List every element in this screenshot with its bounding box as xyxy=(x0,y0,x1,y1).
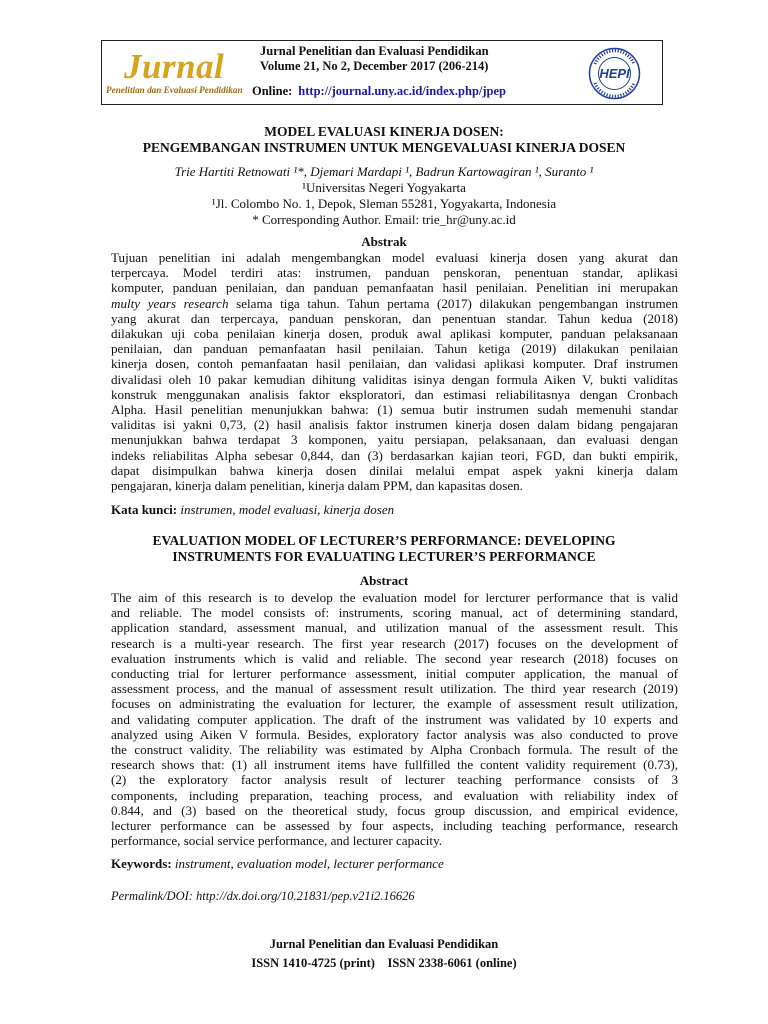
english-title-line2: INSTRUMENTS FOR EVALUATING LECTURER’S PERFORMANCE xyxy=(172,549,596,564)
authors: Trie Hartiti Retnowati ¹*, Djemari Mardapi ¹, Badrun Kartowagiran ¹, Suranto ¹ xyxy=(174,164,594,179)
abstrak-line: Tujuan penelitian ini adalah mengembangkan model evaluasi kinerja dosen yang akurat dan xyxy=(111,250,678,265)
abstract-line: analyzed using Aiken V formula. Besides, exploratory factor analysis was also conducted to prove xyxy=(111,726,678,742)
abstrak-line: Alpha. Hasil penelitian menunjukkan bahwa: (1) semua butir instrumen sudah memenuhi standar xyxy=(111,402,678,418)
affiliation: ¹Universitas Negeri Yogyakarta xyxy=(302,180,466,195)
permalink-doi[interactable]: Permalink/DOI: http://dx.doi.org/10.21831/pep.v21i2.16626 xyxy=(111,889,415,903)
keywords xyxy=(111,856,444,872)
article-title-line1: MODEL EVALUASI KINERJA DOSEN: xyxy=(264,124,504,139)
abstrak-heading: Abstrak xyxy=(361,234,407,249)
logo-wordmark: Jurnal xyxy=(124,47,225,86)
abstract-line: lecturer performance can be assessed by four aspects, including teaching performance, research xyxy=(111,818,678,834)
logo-subtitle: Penelitian dan Evaluasi Pendidikan xyxy=(106,85,243,95)
abstrak-line: dapat disimpulkan bahwa kinerja dosen dinilai melalui empat aspek yakni kinerja dalam xyxy=(111,462,678,478)
abstrak-line: penilaian, dan panduan pemanfaatan hasil penilaian. Tahun ketiga (2019) dilakukan penilaian xyxy=(111,341,678,357)
abstrak-line: divalidasi oleh 10 pakar kemudian dihitung validitas isinya dengan formula Aiken V, bukti validitas xyxy=(111,371,678,387)
journal-info xyxy=(260,44,590,74)
abstract-line: research shows that: (1) all instrument items have fullfilled the content validity requirement (0.73), xyxy=(111,757,678,773)
abstract-line: and reliable. The model consists of: instruments, scoring manual, act of determining standard, xyxy=(111,605,678,621)
article-title-line2: PENGEMBANGAN INSTRUMEN UNTUK MENGEVALUASI KINERJA DOSEN xyxy=(142,140,626,155)
abstrak-body xyxy=(111,250,678,493)
keywords-values: instrument, evaluation model, lecturer performance xyxy=(174,856,444,871)
journal-name: Jurnal Penelitian dan Evaluasi Pendidikan xyxy=(260,44,489,58)
abstrak-line: kinerja dosen, contoh pemanfaatan hasil penilaian, dan validasi aplikasi komputer. Draf instrumen xyxy=(111,356,678,372)
abstract-line: the construct validity. The reliability was estimated by Alpha Cronbach formula. The result of the xyxy=(111,742,678,758)
footer-issn: ISSN 1410-4725 (print) ISSN 2338-6061 (online) xyxy=(251,956,517,970)
abstrak-line: indeks reliabilitas Alpha sebesar 0,844, dan (3) berdasarkan kajian teori, FGD, dan bukti empirik, xyxy=(111,447,678,463)
abstract-line: performance, social service performance, and lecturer capacity. xyxy=(111,833,443,849)
abstrak-line: validitas isi yakni 0,73, (2) hasil analisis faktor instrumen kinerja dosen dalam bidang pengajaran xyxy=(111,417,678,433)
journal-header xyxy=(101,40,663,105)
abstract-line: application standard, assessment manual, and utilization manual of the assessment result. This xyxy=(111,620,678,636)
abstract-line: assessment process, and the manual of assessment result utilization. The third year research (2019) xyxy=(111,681,678,697)
abstrak-line: yang akurat dan terpercaya, panduan penskoran, dan penentuan standar. Tahun kedua (2018) xyxy=(111,310,678,326)
abstract-heading: Abstract xyxy=(359,573,409,588)
abstract-line: conducting trial for lerturer performance assessment, initial computer application, the manual of xyxy=(111,666,678,682)
address: ¹Jl. Colombo No. 1, Depok, Sleman 55281, Yogyakarta, Indonesia xyxy=(211,196,557,211)
abstract-line: components, including preparation, teaching process, and evaluation with reliability index of xyxy=(111,787,678,803)
corresponding-author: * Corresponding Author. Email: trie_hr@uny.ac.id xyxy=(252,212,516,227)
abstract-line: 0.844, and (3) based on the theoretical study, focus group discussion, and empirical evidence, xyxy=(111,802,678,818)
abstrak-line: komputer, panduan penilaian, dan panduan pemanfaatan hasil penilaian. Penelitian ini merupakan xyxy=(111,280,678,296)
abstrak-line: multy years research selama tiga tahun. Tahun pertama (2017) dilakukan pengembangan instrumen xyxy=(111,295,678,311)
online-label: Online: xyxy=(252,84,293,98)
italic-phrase: multy years research xyxy=(111,295,229,311)
abstract-line: focuses on administrating the evaluation for lecturer, the example of assessment result utilization, xyxy=(111,696,678,712)
kata-kunci xyxy=(111,502,394,518)
abstrak-line: terpercaya. Model terdiri atas: instrumen, panduan penskoran, penentuan standar, aplikasi xyxy=(111,265,678,281)
abstract-line: research is a multi-year research. The first year research (2017) focuses on the development of xyxy=(111,635,678,651)
abstrak-line: menunjukkan bahwa terdapat 3 komponen, yaitu persiapan, pelaksanaan, dan evaluasi dengan xyxy=(111,432,678,448)
abstract-line: and validating computer application. The draft of the instrument was validated by 10 experts and xyxy=(111,711,678,727)
hepi-seal-icon xyxy=(587,46,642,101)
abstract-line: evaluation instruments which is valid and reliable. The second year research (2018) focuses on xyxy=(111,650,678,666)
english-title-line1: EVALUATION MODEL OF LECTURER’S PERFORMANCE: DEVELOPING xyxy=(152,533,616,548)
keywords-label: Keywords: xyxy=(111,856,172,871)
journal-logo xyxy=(106,47,246,99)
kata-kunci-label: Kata kunci: xyxy=(111,502,178,517)
kata-kunci-values: instrumen, model evaluasi, kinerja dosen xyxy=(180,502,395,517)
abstract-line: (2) the exploratory factor analysis result of lecturer teaching performance consists of 3 xyxy=(111,772,678,788)
abstract-line: The aim of this research is to develop the evaluation model for lercturer performance that is valid xyxy=(111,590,678,605)
abstract-body xyxy=(111,590,678,848)
abstrak-line: pengajaran, kinerja dalam penelitian, kinerja dalam PPM, dan kapasitas dosen. xyxy=(111,478,523,494)
footer-journal-name: Jurnal Penelitian dan Evaluasi Pendidikan xyxy=(269,937,499,951)
abstrak-line: konstruk menggunakan analisis faktor eksploratori, dan estimasi reliabilitasnya dengan Cronbach xyxy=(111,386,678,402)
online-url-link[interactable]: http://journal.uny.ac.id/index.php/jpep xyxy=(298,84,506,98)
online-line xyxy=(252,84,506,99)
journal-volume: Volume 21, No 2, December 2017 (206-214) xyxy=(260,59,489,73)
abstrak-line: dilakukan uji coba penilaian kinerja dosen, produk awal aplikasi komputer, panduan pelaksanaan xyxy=(111,326,678,342)
hepi-seal-text: HEPI xyxy=(599,66,630,81)
